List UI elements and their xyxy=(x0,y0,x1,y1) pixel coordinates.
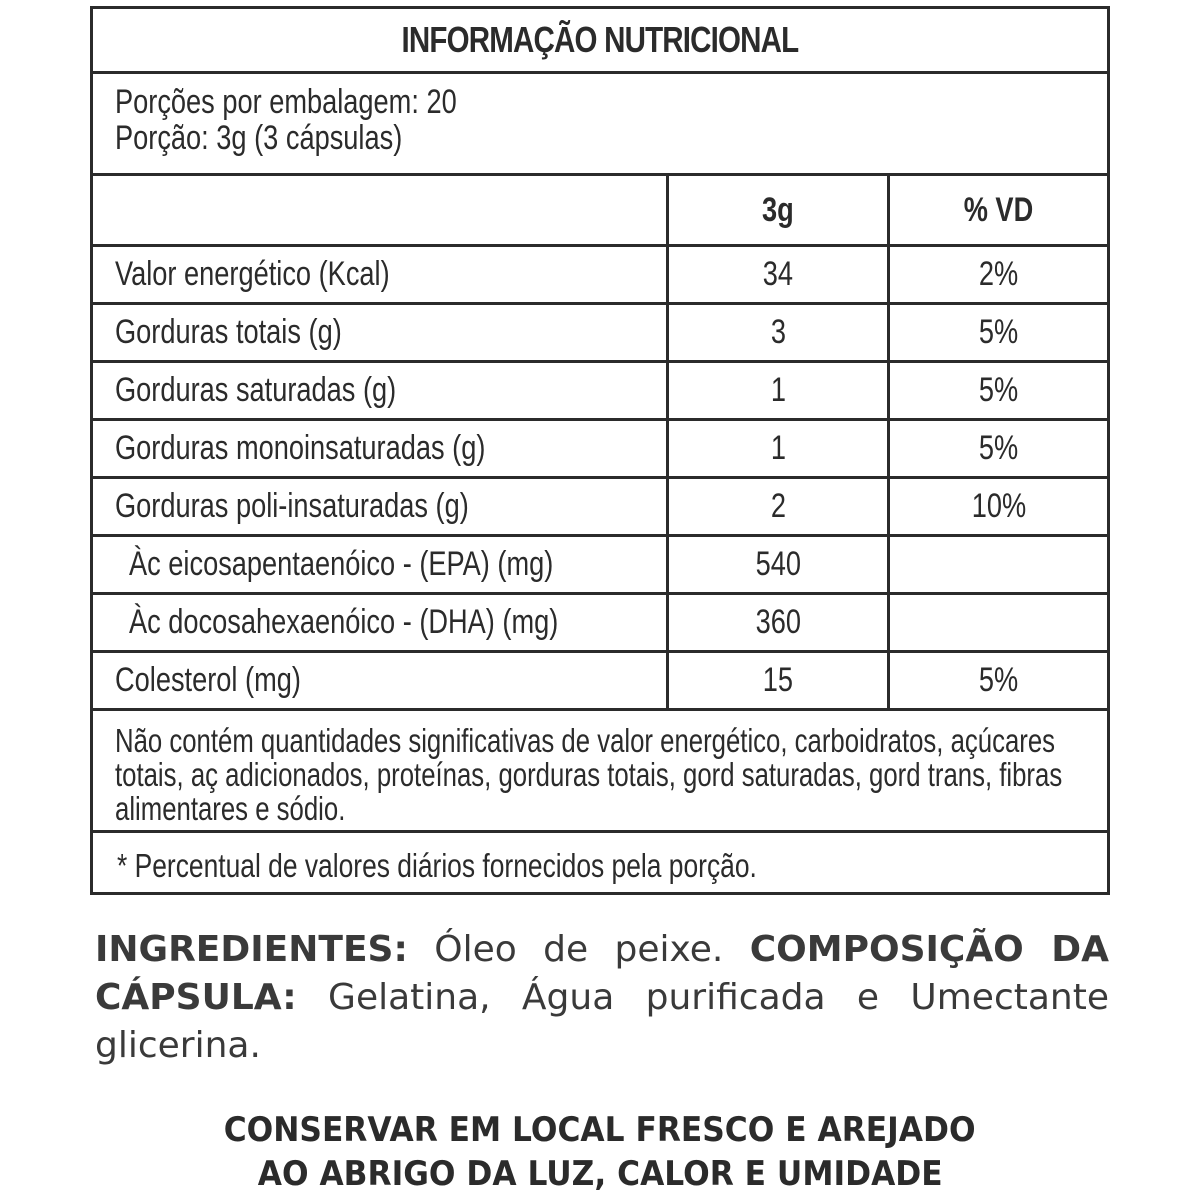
nutrient-amount: 540 xyxy=(667,536,889,594)
nutrient-vd: 5% xyxy=(889,304,1107,362)
nutrient-amount: 3 xyxy=(667,304,889,362)
ingredients-text: Óleo de peixe. xyxy=(407,929,750,970)
nutrient-vd xyxy=(889,536,1107,594)
nutrient-name: Àc eicosapentaenóico - (EPA) (mg) xyxy=(93,536,667,594)
nutrient-amount: 34 xyxy=(667,246,889,304)
nutrient-name: Gorduras totais (g) xyxy=(93,304,667,362)
table-row xyxy=(93,536,1107,594)
nutrient-name: Gorduras poli-insaturadas (g) xyxy=(93,478,667,536)
ingredients-label: INGREDIENTES: xyxy=(95,929,408,970)
table-row xyxy=(93,478,1107,536)
portion-size: Porção: 3g (3 cápsulas) xyxy=(115,119,403,157)
nutrient-vd: 5% xyxy=(889,420,1107,478)
nutrient-amount: 15 xyxy=(667,652,889,710)
header-name xyxy=(93,176,667,246)
nutrient-vd: 10% xyxy=(889,478,1107,536)
nutrient-vd: 5% xyxy=(889,362,1107,420)
table-row xyxy=(93,420,1107,478)
nutrient-name: Àc docosahexaenóico - (DHA) (mg) xyxy=(93,594,667,652)
daily-value-footnote: * Percentual de valores diários fornecidos pela porção. xyxy=(117,847,757,884)
table-row xyxy=(93,362,1107,420)
nutrient-name: Gorduras saturadas (g) xyxy=(93,362,667,420)
nutrition-table xyxy=(93,176,1107,711)
ingredients-paragraph xyxy=(95,926,1109,1070)
header-amount: 3g xyxy=(667,176,889,246)
label-title: INFORMAÇÃO NUTRICIONAL xyxy=(93,9,1107,74)
header-vd: % VD xyxy=(889,176,1107,246)
capsule-composition-text: Gelatina, Água purificada e Umectante glicerina. xyxy=(95,977,1109,1066)
nutrient-name: Gorduras monoinsaturadas (g) xyxy=(93,420,667,478)
nutrient-amount: 1 xyxy=(667,420,889,478)
nutrition-facts-label xyxy=(90,6,1110,895)
nutrient-vd: 2% xyxy=(889,246,1107,304)
portions-per-package: Porções por embalagem: 20 xyxy=(115,83,457,121)
table-row xyxy=(93,304,1107,362)
table-header-row xyxy=(93,176,1107,246)
non-significant-note: Não contém quantidades significativas de valor energético, carboidratos, açúcares totais, aç adicionados, proteínas, gorduras totais, gord saturadas, gord trans, fibras alimentares e sódio. xyxy=(93,716,1107,833)
portions-block xyxy=(93,74,1107,176)
nutrient-vd: 5% xyxy=(889,652,1107,710)
nutrient-name: Colesterol (mg) xyxy=(93,652,667,710)
storage-line-2: AO ABRIGO DA LUZ, CALOR E UMIDADE xyxy=(257,1154,943,1194)
nutrient-amount: 1 xyxy=(667,362,889,420)
nutrient-name: Valor energético (Kcal) xyxy=(93,246,667,304)
table-row xyxy=(93,652,1107,710)
storage-line-1: CONSERVAR EM LOCAL FRESCO E AREJADO xyxy=(224,1110,976,1150)
table-row xyxy=(93,594,1107,652)
capsule-composition-label: COMPOSIÇÃO DA CÁPSULA: xyxy=(95,929,1110,1018)
table-row xyxy=(93,246,1107,304)
nutrient-vd xyxy=(889,594,1107,652)
nutrient-amount: 2 xyxy=(667,478,889,536)
nutrient-amount: 360 xyxy=(667,594,889,652)
storage-instructions xyxy=(0,1108,1200,1196)
